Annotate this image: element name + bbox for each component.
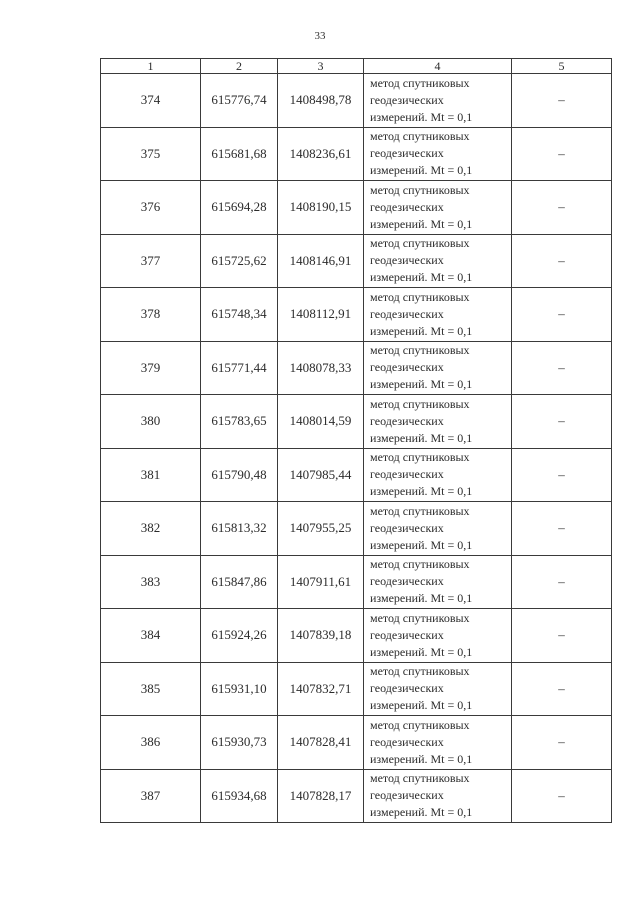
x-coordinate-cell: 615931,10 xyxy=(201,662,278,716)
method-text-line-2: геодезических xyxy=(370,627,444,642)
x-coordinate-cell: 615776,74 xyxy=(201,74,278,128)
y-coordinate-cell: 1408014,59 xyxy=(278,395,364,449)
point-number-cell: 384 xyxy=(101,609,201,663)
method-cell xyxy=(364,127,512,181)
method-text-line-3: измерений. Mt = 0,1 xyxy=(370,323,473,338)
x-coordinate-cell: 615694,28 xyxy=(201,181,278,235)
x-coordinate-cell: 615783,65 xyxy=(201,395,278,449)
y-coordinate-cell: 1408078,33 xyxy=(278,341,364,395)
table-row xyxy=(101,555,612,609)
method-text-line-3: измерений. Mt = 0,1 xyxy=(370,805,473,820)
coordinates-table xyxy=(100,58,612,823)
note-cell: – xyxy=(512,341,612,395)
table-row xyxy=(101,662,612,716)
x-coordinate-cell: 615934,68 xyxy=(201,769,278,823)
table-header-row xyxy=(101,59,612,74)
method-text-line-3: измерений. Mt = 0,1 xyxy=(370,591,473,606)
note-cell: – xyxy=(512,448,612,502)
y-coordinate-cell: 1408498,78 xyxy=(278,74,364,128)
x-coordinate-cell: 615725,62 xyxy=(201,234,278,288)
method-cell xyxy=(364,448,512,502)
method-text-line-1: метод спутниковых xyxy=(370,503,470,518)
column-header-5: 5 xyxy=(512,59,612,74)
y-coordinate-cell: 1408190,15 xyxy=(278,181,364,235)
method-text-line-1: метод спутниковых xyxy=(370,771,470,786)
y-coordinate-cell: 1407955,25 xyxy=(278,502,364,556)
method-cell xyxy=(364,288,512,342)
point-number-cell: 381 xyxy=(101,448,201,502)
method-cell xyxy=(364,769,512,823)
method-text-line-2: геодезических xyxy=(370,413,444,428)
point-number-cell: 386 xyxy=(101,716,201,770)
method-text-line-1: метод спутниковых xyxy=(370,75,470,90)
method-text-line-1: метод спутниковых xyxy=(370,182,470,197)
point-number-cell: 383 xyxy=(101,555,201,609)
note-cell: – xyxy=(512,127,612,181)
table-row xyxy=(101,609,612,663)
note-cell: – xyxy=(512,74,612,128)
note-cell: – xyxy=(512,769,612,823)
point-number-cell: 374 xyxy=(101,74,201,128)
method-text-line-2: геодезических xyxy=(370,734,444,749)
table-body xyxy=(101,74,612,823)
method-text-line-3: измерений. Mt = 0,1 xyxy=(370,644,473,659)
method-text-line-2: геодезических xyxy=(370,467,444,482)
method-text-line-3: измерений. Mt = 0,1 xyxy=(370,430,473,445)
point-number-cell: 379 xyxy=(101,341,201,395)
method-text-line-3: измерений. Mt = 0,1 xyxy=(370,698,473,713)
point-number-cell: 387 xyxy=(101,769,201,823)
note-cell: – xyxy=(512,181,612,235)
table-row xyxy=(101,448,612,502)
y-coordinate-cell: 1407832,71 xyxy=(278,662,364,716)
column-header-3: 3 xyxy=(278,59,364,74)
method-text-line-1: метод спутниковых xyxy=(370,343,470,358)
method-cell xyxy=(364,74,512,128)
method-text-line-3: измерений. Mt = 0,1 xyxy=(370,163,473,178)
point-number-cell: 377 xyxy=(101,234,201,288)
method-text-line-1: метод спутниковых xyxy=(370,396,470,411)
table-row xyxy=(101,181,612,235)
note-cell: – xyxy=(512,662,612,716)
method-text-line-2: геодезических xyxy=(370,681,444,696)
y-coordinate-cell: 1407828,17 xyxy=(278,769,364,823)
method-text-line-1: метод спутниковых xyxy=(370,236,470,251)
method-cell xyxy=(364,234,512,288)
table-row xyxy=(101,769,612,823)
method-text-line-1: метод спутниковых xyxy=(370,129,470,144)
y-coordinate-cell: 1407828,41 xyxy=(278,716,364,770)
table-row xyxy=(101,234,612,288)
point-number-cell: 376 xyxy=(101,181,201,235)
method-cell xyxy=(364,662,512,716)
method-text-line-1: метод спутниковых xyxy=(370,557,470,572)
table-row xyxy=(101,288,612,342)
note-cell: – xyxy=(512,555,612,609)
column-header-4: 4 xyxy=(364,59,512,74)
note-cell: – xyxy=(512,502,612,556)
x-coordinate-cell: 615748,34 xyxy=(201,288,278,342)
page-number: 33 xyxy=(314,30,326,42)
point-number-cell: 375 xyxy=(101,127,201,181)
method-text-line-1: метод спутниковых xyxy=(370,717,470,732)
method-text-line-3: измерений. Mt = 0,1 xyxy=(370,270,473,285)
table-row xyxy=(101,716,612,770)
note-cell: – xyxy=(512,716,612,770)
x-coordinate-cell: 615847,86 xyxy=(201,555,278,609)
method-cell xyxy=(364,716,512,770)
x-coordinate-cell: 615790,48 xyxy=(201,448,278,502)
method-text-line-1: метод спутниковых xyxy=(370,450,470,465)
method-text-line-2: геодезических xyxy=(370,253,444,268)
method-cell xyxy=(364,609,512,663)
note-cell: – xyxy=(512,609,612,663)
method-text-line-3: измерений. Mt = 0,1 xyxy=(370,216,473,231)
x-coordinate-cell: 615813,32 xyxy=(201,502,278,556)
method-cell xyxy=(364,181,512,235)
point-number-cell: 380 xyxy=(101,395,201,449)
x-coordinate-cell: 615681,68 xyxy=(201,127,278,181)
method-text-line-3: измерений. Mt = 0,1 xyxy=(370,537,473,552)
table-row xyxy=(101,395,612,449)
point-number-cell: 378 xyxy=(101,288,201,342)
note-cell: – xyxy=(512,395,612,449)
method-text-line-2: геодезических xyxy=(370,306,444,321)
method-cell xyxy=(364,502,512,556)
method-text-line-2: геодезических xyxy=(370,92,444,107)
point-number-cell: 382 xyxy=(101,502,201,556)
method-text-line-1: метод спутниковых xyxy=(370,289,470,304)
method-text-line-3: измерений. Mt = 0,1 xyxy=(370,484,473,499)
method-text-line-2: геодезических xyxy=(370,146,444,161)
y-coordinate-cell: 1407985,44 xyxy=(278,448,364,502)
method-text-line-2: геодезических xyxy=(370,574,444,589)
table-row xyxy=(101,74,612,128)
method-cell xyxy=(364,395,512,449)
y-coordinate-cell: 1408236,61 xyxy=(278,127,364,181)
method-text-line-2: геодезических xyxy=(370,199,444,214)
y-coordinate-cell: 1408112,91 xyxy=(278,288,364,342)
table-row xyxy=(101,341,612,395)
method-text-line-2: геодезических xyxy=(370,788,444,803)
table-row xyxy=(101,502,612,556)
column-header-2: 2 xyxy=(201,59,278,74)
y-coordinate-cell: 1407839,18 xyxy=(278,609,364,663)
column-header-1: 1 xyxy=(101,59,201,74)
note-cell: – xyxy=(512,234,612,288)
x-coordinate-cell: 615930,73 xyxy=(201,716,278,770)
y-coordinate-cell: 1407911,61 xyxy=(278,555,364,609)
y-coordinate-cell: 1408146,91 xyxy=(278,234,364,288)
method-text-line-3: измерений. Mt = 0,1 xyxy=(370,109,473,124)
point-number-cell: 385 xyxy=(101,662,201,716)
method-text-line-2: геодезических xyxy=(370,520,444,535)
method-cell xyxy=(364,555,512,609)
x-coordinate-cell: 615924,26 xyxy=(201,609,278,663)
method-text-line-2: геодезических xyxy=(370,360,444,375)
method-text-line-3: измерений. Mt = 0,1 xyxy=(370,751,473,766)
x-coordinate-cell: 615771,44 xyxy=(201,341,278,395)
method-text-line-3: измерений. Mt = 0,1 xyxy=(370,377,473,392)
method-cell xyxy=(364,341,512,395)
table-row xyxy=(101,127,612,181)
note-cell: – xyxy=(512,288,612,342)
method-text-line-1: метод спутниковых xyxy=(370,610,470,625)
method-text-line-1: метод спутниковых xyxy=(370,664,470,679)
